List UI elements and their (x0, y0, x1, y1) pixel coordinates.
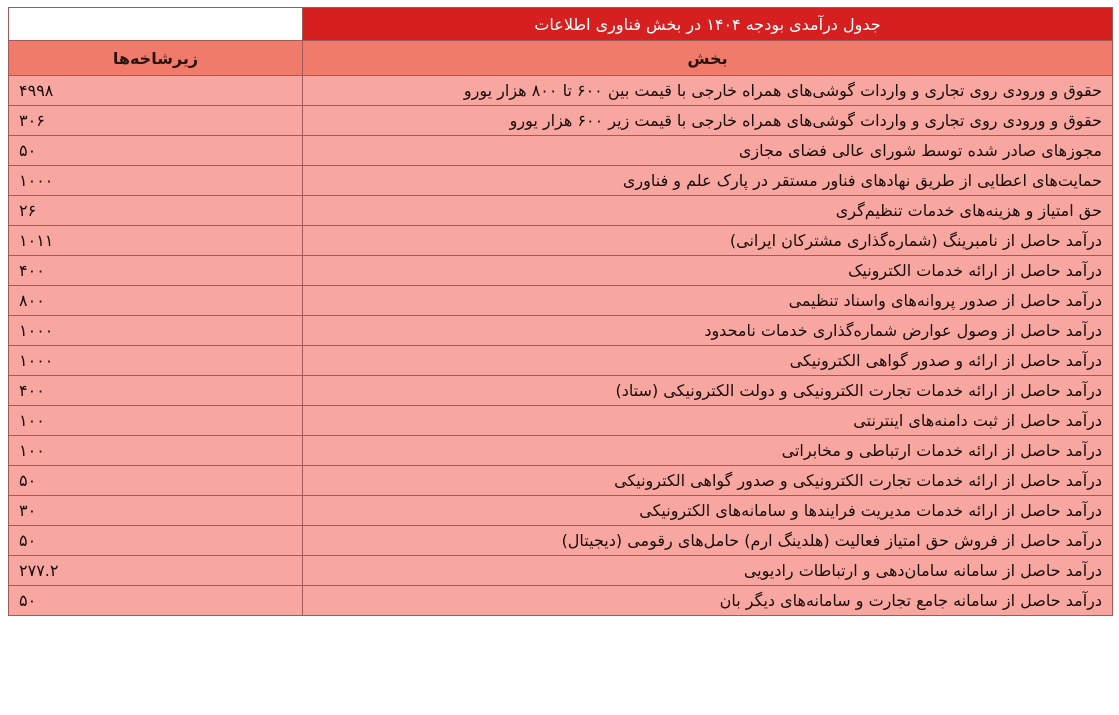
cell-subitem-count: ۵۰ (9, 586, 303, 616)
cell-subitem-count: ۱۰۰۰ (9, 346, 303, 376)
cell-sector-name: حقوق و ورودی روی تجاری و واردات گوشی‌های همراه خارجی با قیمت بین ۶۰۰ تا ۸۰۰ هزار یورو (303, 76, 1113, 106)
cell-sector-name: درآمد حاصل از ارائه و صدور گواهی الکترونیکی (303, 346, 1113, 376)
table-row (9, 316, 1113, 346)
cell-sector-name: درآمد حاصل از ثبت دامنه‌های اینترنتی (303, 406, 1113, 436)
table-header-row (9, 41, 1113, 76)
title-blank-cell (9, 8, 303, 41)
cell-subitem-count: ۱۰۰ (9, 436, 303, 466)
header-sector: بخش (303, 41, 1113, 76)
table-row (9, 106, 1113, 136)
header-subitems: زیرشاخه‌ها (9, 41, 303, 76)
cell-sector-name: درآمد حاصل از ارائه خدمات تجارت الکترونیکی و دولت الکترونیکی (ستاد) (303, 376, 1113, 406)
table-row (9, 76, 1113, 106)
table-row (9, 436, 1113, 466)
table-row (9, 406, 1113, 436)
cell-sector-name: درآمد حاصل از ارائه خدمات الکترونیک (303, 256, 1113, 286)
table-row (9, 376, 1113, 406)
cell-subitem-count: ۱۰۰۰ (9, 166, 303, 196)
cell-sector-name: درآمد حاصل از ارائه خدمات مدیریت فرایندها و سامانه‌های الکترونیکی (303, 496, 1113, 526)
table-row (9, 256, 1113, 286)
table-row (9, 286, 1113, 316)
cell-sector-name: درآمد حاصل از نامبرینگ (شماره‌گذاری مشترکان ایرانی) (303, 226, 1113, 256)
cell-sector-name: درآمد حاصل از سامانه سامان‌دهی و ارتباطات رادیویی (303, 556, 1113, 586)
table-row (9, 526, 1113, 556)
table-row (9, 496, 1113, 526)
cell-sector-name: درآمد حاصل از سامانه جامع تجارت و سامانه‌های دیگر بان (303, 586, 1113, 616)
table-title-row (9, 8, 1113, 41)
cell-subitem-count: ۵۰ (9, 526, 303, 556)
table-row (9, 136, 1113, 166)
cell-sector-name: درآمد حاصل از فروش حق امتیاز فعالیت (هلدینگ ارم) حامل‌های رقومی (دیجیتال) (303, 526, 1113, 556)
table-row (9, 556, 1113, 586)
cell-subitem-count: ۸۰۰ (9, 286, 303, 316)
cell-sector-name: درآمد حاصل از صدور پروانه‌های واسناد تنظیمی (303, 286, 1113, 316)
cell-subitem-count: ۳۰ (9, 496, 303, 526)
cell-sector-name: مجوزهای صادر شده توسط شورای عالی فضای مجازی (303, 136, 1113, 166)
cell-subitem-count: ۱۰۱۱ (9, 226, 303, 256)
cell-sector-name: حقوق و ورودی روی تجاری و واردات گوشی‌های همراه خارجی با قیمت زیر ۶۰۰ هزار یورو (303, 106, 1113, 136)
cell-subitem-count: ۱۰۰ (9, 406, 303, 436)
cell-subitem-count: ۲۷۷.۲ (9, 556, 303, 586)
cell-subitem-count: ۳۰۶ (9, 106, 303, 136)
budget-table (8, 7, 1113, 616)
table-row (9, 346, 1113, 376)
cell-subitem-count: ۲۶ (9, 196, 303, 226)
table-row (9, 466, 1113, 496)
cell-sector-name: حمایت‌های اعطایی از طریق نهادهای فناور مستقر در پارک علم و فناوری (303, 166, 1113, 196)
cell-subitem-count: ۵۰ (9, 466, 303, 496)
cell-sector-name: حق امتیاز و هزینه‌های خدمات تنظیم‌گری (303, 196, 1113, 226)
cell-subitem-count: ۵۰ (9, 136, 303, 166)
cell-subitem-count: ۴۹۹۸ (9, 76, 303, 106)
table-row (9, 226, 1113, 256)
table-row (9, 166, 1113, 196)
table-body (9, 8, 1113, 616)
cell-subitem-count: ۴۰۰ (9, 256, 303, 286)
cell-sector-name: درآمد حاصل از ارائه خدمات تجارت الکترونیکی و صدور گواهی الکترونیکی (303, 466, 1113, 496)
table-row (9, 196, 1113, 226)
cell-sector-name: درآمد حاصل از ارائه خدمات ارتباطی و مخابراتی (303, 436, 1113, 466)
cell-sector-name: درآمد حاصل از وصول عوارض شماره‌گذاری خدمات نامحدود (303, 316, 1113, 346)
cell-subitem-count: ۱۰۰۰ (9, 316, 303, 346)
table-title: جدول درآمدی بودجه ۱۴۰۴ در بخش فناوری اطلاعات (303, 8, 1113, 41)
cell-subitem-count: ۴۰۰ (9, 376, 303, 406)
table-row (9, 586, 1113, 616)
